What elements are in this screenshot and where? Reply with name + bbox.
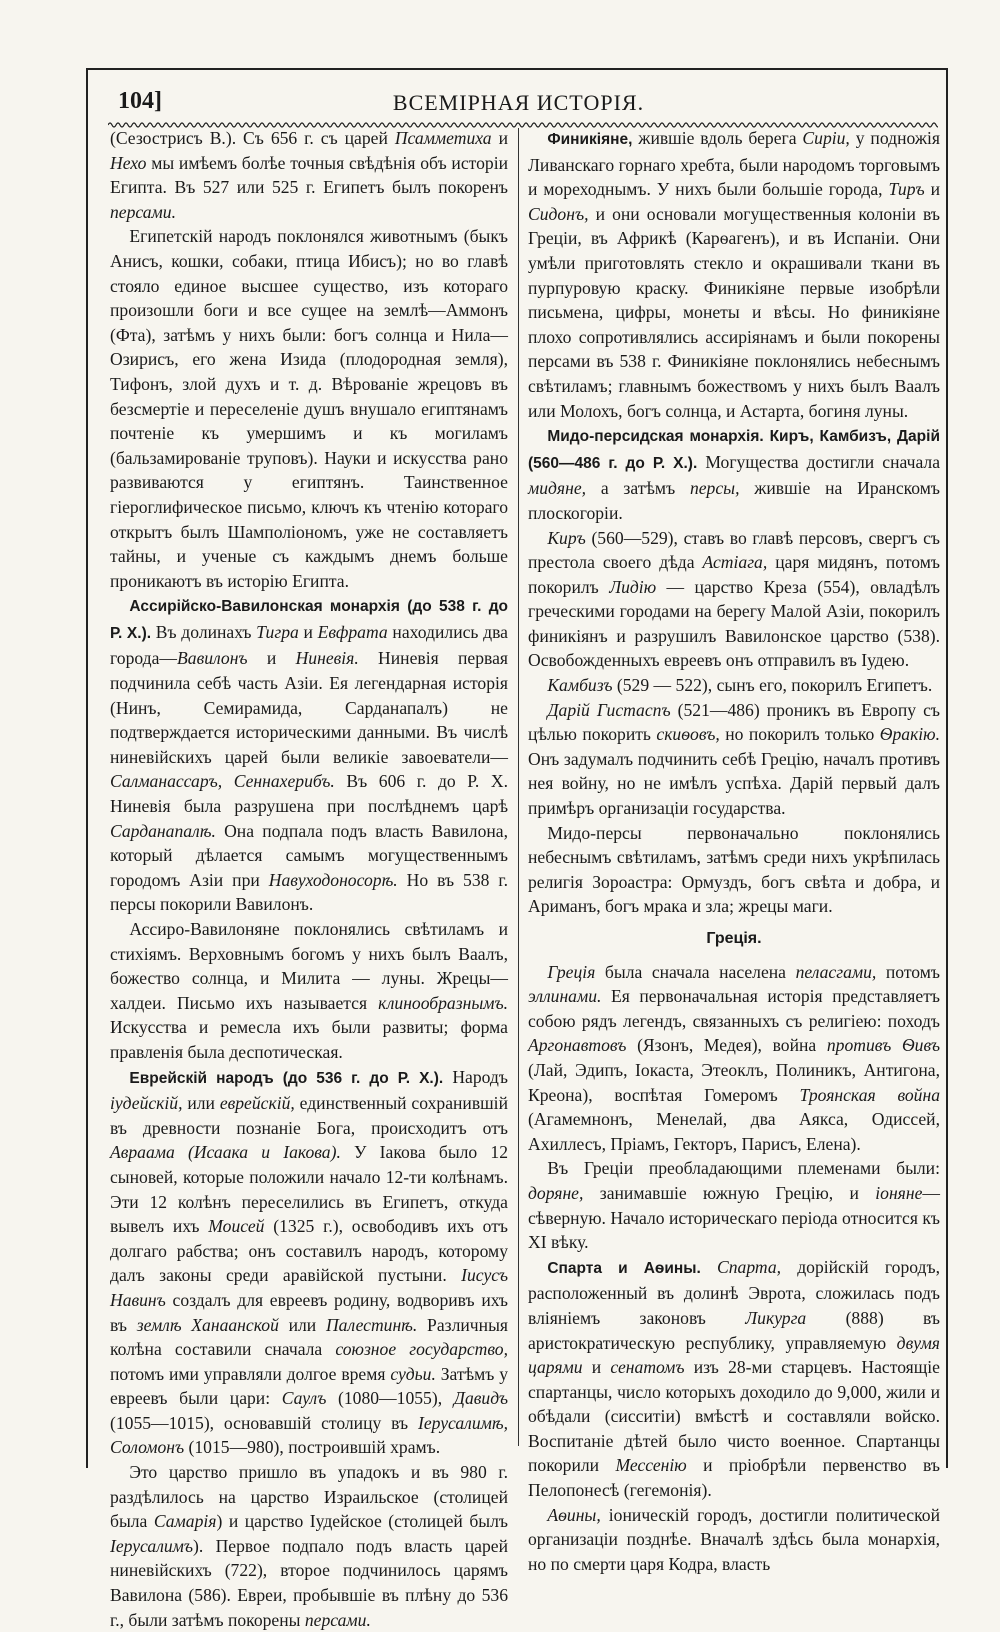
run-heading: Мидо-персидская монархія. Киръ, Камбизъ, Дарій (560—486 г. до Р. Х.). [528,428,940,472]
run-text: У Іакова было 12 сыновей, которые положили начало 12-ти колѣнамъ. Эти 12 колѣнъ переселились въ Египетъ, откуда вывелъ ихъ [110,1142,508,1237]
run-text: создалъ для евреевъ родину, водворивъ ихъ въ [110,1289,508,1335]
run-text: Затѣмъ у евреевъ были цари: [110,1363,508,1409]
run-italic: персами. [110,201,176,222]
run-italic: Самарія [153,1511,217,1532]
paragraph [110,593,508,917]
run-italic: Ликурга [745,1307,807,1328]
run-text: или [182,1093,220,1114]
paragraph [528,673,940,698]
run-italic: клинообразнымъ. [378,992,508,1013]
run-text: Ея первоначальная исторія представляетъ собою рядъ легендъ, связанныхъ съ религіею: походъ [528,986,940,1031]
run-italic: Вавилонъ [177,648,248,669]
run-heading: Ассирійско-Вавилонская монархія (до 538 г. до Р. Х.). [110,598,508,642]
run-italic: Моисей [208,1216,265,1237]
run-italic: Тигра [256,621,299,642]
run-italic: доряне, [528,1182,584,1203]
run-text: (Агамемнонъ, Менелай, два Аякса, Одиссей, Ахиллесъ, Пріамъ, Гекторъ, Парисъ, Елена). [528,1109,940,1154]
run-text: и [247,648,296,669]
run-italic: Салманассаръ, Сеннахерибъ. [110,771,335,792]
run-italic: Астіага, [702,552,768,573]
paragraph [110,1460,508,1632]
run-text: (888) въ аристократическую республику, управляемую [528,1307,940,1353]
run-text: и [491,128,508,148]
paragraph [528,126,940,423]
run-text: Въ 606 г. до Р. Х. Ниневія была разрушена при послѣднемъ царѣ [110,771,508,817]
run-italic: Греція [547,961,596,982]
run-italic: противъ Ѳивъ [826,1035,940,1056]
run-italic: Сидонъ, [528,203,589,224]
run-italic: Навуходоносорѣ. [268,869,398,890]
run-text: жившіе вдоль берега [632,128,803,148]
run-text: и [298,621,318,642]
run-text: занимавшіе южную Грецію, и [583,1182,876,1203]
run-italic: Ниневія. [295,648,359,669]
run-italic: Ѳракію. [879,724,940,745]
run-text: Египетскій народъ поклонялся животнымъ (быкъ Анисъ, кошки, собаки, птица Ибисъ); но во главѣ стояло единое высшее существо, изъ котораго произошли боги и все сущее на землѣ—Аммонъ (Фта), затѣмъ у нихъ были: богъ солнца и Нила—Озирисъ, его жена Изида (плодородная земля), Тифонъ, злой духъ и т. д. Вѣрованіе жрецовъ въ безсмертіе и переселеніе душъ внушало египтянамъ почтеніе къ умершимъ и къ могиламъ (бальзамированіе труповъ). Науки и искусства рано развиваются у египтянъ. Таинственное гіероглифическое письмо, ключъ къ чтенію котораго открытъ былъ Шамполіономъ, уже не составляетъ тайны, и ученые съ каждымъ днемъ больше проникаютъ въ исторію Египта. [110,226,508,591]
run-italic: Троянская война [799,1084,940,1105]
run-italic: Іерусалимѣ, [417,1412,508,1433]
run-text: или [278,1314,326,1335]
run-text: находились два города— [110,621,508,669]
run-text: (560—529), ставъ во главѣ персовъ, свергъ съ престола своего дѣда [528,527,940,573]
run-italic: Іерусалимъ [110,1535,194,1556]
run-text: и [582,1357,611,1378]
paragraph [528,526,940,674]
run-text: была сначала населена [595,961,796,982]
run-text: царя мидянъ, потомъ покорилъ [528,552,940,597]
left-column [110,126,508,1632]
run-text: (1055—1015), основавшій столицу въ [110,1412,418,1433]
run-italic: Аѳины, [547,1504,601,1525]
run-italic: землѣ Ханаанской [136,1314,279,1335]
run-text: Ассиро-Вавилоняне поклонялись свѣтиламъ и стихіямъ. Верховнымъ богомъ у нихъ былъ Ваалъ, божество солнца, и Милита — луны. Жрецы—халдеи. Письмо ихъ называется [110,919,508,1013]
paragraph [528,1255,940,1503]
run-italic: персами. [304,1609,371,1630]
run-text: Въ долинахъ [151,621,257,642]
run-italic: Мессенію [615,1455,687,1476]
run-heading: Еврейскій народъ (до 536 г. до Р. Х.). [129,1069,444,1087]
run-italic: Саулъ [281,1388,327,1409]
run-text: у подножія Ливанскаго горнаго хребта, были народомъ торговымъ и мореходнымъ. У нихъ были большіе города, [528,128,940,200]
paragraph [110,224,508,593]
run-italic: іоняне [875,1182,923,1203]
running-title: ВСЕМІРНАЯ ИСТОРІЯ. [392,90,645,115]
run-italic: двумя царями [528,1332,940,1378]
run-italic: пеласгами, [795,961,877,982]
run-text: Могущества достигли сначала [697,451,940,472]
run-text: Это царство пришло въ упадокъ и въ 980 г. раздѣлилось на царство Израильское (столицей была [110,1462,508,1532]
run-italic: Сиріи, [802,128,850,148]
run-italic: Авраама (Исаака и Іакова). [110,1142,341,1163]
page-number: 104] [118,88,162,114]
run-text: Въ Греціи преобладающими племенами были: [547,1158,940,1179]
run-italic: Дарій Гистаспъ [547,699,671,720]
run-heading: Спарта и Аѳины. [547,1259,701,1277]
paragraph [110,126,508,224]
paragraph [528,821,940,919]
right-column [528,126,940,1576]
run-text: жившіе на Иранскомъ плоскогоріи. [528,478,940,523]
run-text: Ниневія первая подчинила себѣ часть Азіи. Ея легендарная исторія (Нинъ, Семирамида, Сарданапалъ) не подтверждается историческими данными. Въ числѣ ниневійскихъ царей были великіе завоеватели— [110,648,508,767]
run-italic: Киръ [547,527,586,548]
run-text: (1015—980), построившій храмъ. [184,1437,441,1458]
run-text: и [924,179,940,200]
run-text: (529 — 522), сынъ его, покорилъ Египетъ. [612,675,933,696]
run-italic: іудейскій, [110,1093,183,1114]
run-text: (521—486) проникъ въ Европу съ цѣлью покорить [528,699,940,745]
run-text [701,1257,717,1277]
run-italic: еврейскій, [219,1093,295,1114]
run-text: ) и царство Іудейское (столицей былъ [216,1511,508,1532]
run-italic: Евфрата [317,621,388,642]
run-italic: Іисусъ Навинъ [110,1265,508,1310]
run-text: единственный сохранившій въ древности познаніе Бога, происходитъ отъ [110,1093,508,1138]
run-text: —сѣверную. Начало историческаго періода относится къ XI вѣку. [528,1182,940,1253]
run-italic: Аргонавтовъ [528,1035,627,1056]
run-text: Но въ 538 г. персы покорили Вавилонъ. [110,869,508,915]
run-italic: Палестинѣ. [325,1314,418,1335]
run-text: Мидо-персы первоначально поклонялись небеснымъ свѣтиламъ, затѣмъ среди нихъ укрѣпилась религія Зороастра: Ормуздъ, богъ свѣта и добра, и Ариманъ, богъ мрака и зла; жрецы маги. [528,822,940,917]
run-italic: эллинами. [528,986,602,1007]
run-italic: сенатомъ [610,1357,685,1378]
run-text: а затѣмъ [586,478,690,499]
run-italic: союзное государство, [335,1339,508,1360]
run-text: (1325 г.), освободивъ ихъ отъ долгаго рабства; онъ составилъ народъ, которому далъ законы среди аравійской пустыни. [110,1216,508,1286]
run-italic: судьи. [390,1363,436,1384]
run-italic: Лидію [609,576,657,597]
run-italic: мидяне, [528,478,587,499]
column-divider [518,128,519,1446]
run-text: Она подпала подъ власть Вавилона, который дѣлается самымъ могущественнымъ городомъ Азіи при [110,820,508,890]
run-text: (Язонъ, Медея), война [626,1035,827,1056]
paragraph [110,917,508,1065]
run-italic: Сарданапалѣ. [110,820,216,841]
run-italic: Соломонъ [110,1437,185,1458]
run-italic: Камбизъ [547,675,613,696]
run-text: ). Первое подпало подъ власть царей ниневійскихъ (722), второе подчинилось царямъ Вавилона (586). Евреи, пробывшіе въ плѣну до 536 г., были затѣмъ покорены [110,1535,508,1630]
run-text: но покорилъ только [719,724,880,745]
run-text: (1080—1055), [326,1388,454,1409]
run-text: потомъ ими управляли долгое время [110,1363,391,1384]
paragraph [528,423,940,525]
run-italic: Нехо [110,152,147,173]
run-text: изъ 28-ми старцевъ. Настоящіе спартанцы, число которыхъ доходило до 9,000, жили и обѣдали (сисситіи) вмѣстѣ и составляли войско. Воспитаніе дѣтей было чисто военное. Спартанцы покорили [528,1357,940,1476]
run-italic: Давидъ [453,1388,508,1409]
paragraph [528,698,940,821]
run-text: и они основали могущественныя колоніи въ Греціи, въ Африкѣ (Карѳагенъ), и въ Испаніи. Они умѣли приготовлять стекло и окрашивали ткани въ пурпуровую краску. Финикіяне первые изобрѣли письмена, цифры, монеты и вѣсы. Но финикіяне плохо сопротивлялись ассиріянамъ и были покорены персами въ 538 г. Финикіяне поклонялись небеснымъ свѣтиламъ; главнымъ божествомъ у нихъ былъ Ваалъ или Молохъ, богъ солнца, и Астарта, богиня луны. [528,203,940,421]
run-heading: Финикіяне, [547,131,633,148]
paragraph [528,1503,940,1577]
run-text: Греція. [706,930,762,947]
run-text: (Сезострисъ В.). Съ 656 г. съ царей [110,128,395,148]
paragraph [528,1156,940,1254]
run-text: Искусства и ремесла ихъ были развиты; форма правленія была деспотическая. [110,1017,508,1062]
run-text: — царство Креза (554), овладѣлъ греческими городами на берегу Малой Азіи, покорилъ финикіянъ и разрушилъ Вавилонское царство (538). Освобожденныхъ евреевъ онъ отправилъ въ Іудею. [528,576,940,671]
run-text: потомъ [876,961,941,982]
run-text: Различныя колѣна составили сначала [110,1314,508,1360]
run-text: Народъ [443,1066,508,1087]
run-text: Онъ задумалъ подчинить себѣ Грецію, началъ противъ нея войну, но не имѣлъ успѣха. Дарій первый далъ примѣръ организаціи государства. [528,748,940,819]
paragraph [528,960,940,1157]
section-heading [528,927,940,952]
run-text: и пріобрѣли первенство въ Пелопонесѣ (гегемонія). [528,1455,940,1501]
run-italic: Тиръ [888,179,925,200]
run-italic: скиѳовъ, [656,724,720,745]
page-header [96,84,941,122]
run-italic: Псамметиха [394,128,492,148]
paragraph [110,1065,508,1461]
run-italic: Спарта, [717,1256,782,1277]
run-text: мы имѣемъ болѣе точныя свѣдѣнія объ исторіи Египта. Въ 527 или 525 г. Египетъ былъ покоренъ [110,152,508,198]
run-text: (Лай, Эдипъ, Іокаста, Этеоклъ, Полиникъ, Антигона, Креона), воспѣтая Гомеромъ [528,1059,940,1105]
run-text: дорійскій городъ, расположенный въ долинѣ Эврота, сложилась подъ вліяніемъ законовъ [528,1256,940,1328]
run-text: іоническій городъ, достигли политической организаціи позднѣе. Вначалѣ здѣсь была монархія, но по смерти царя Кодра, власть [528,1504,940,1574]
run-italic: персы, [689,478,740,499]
